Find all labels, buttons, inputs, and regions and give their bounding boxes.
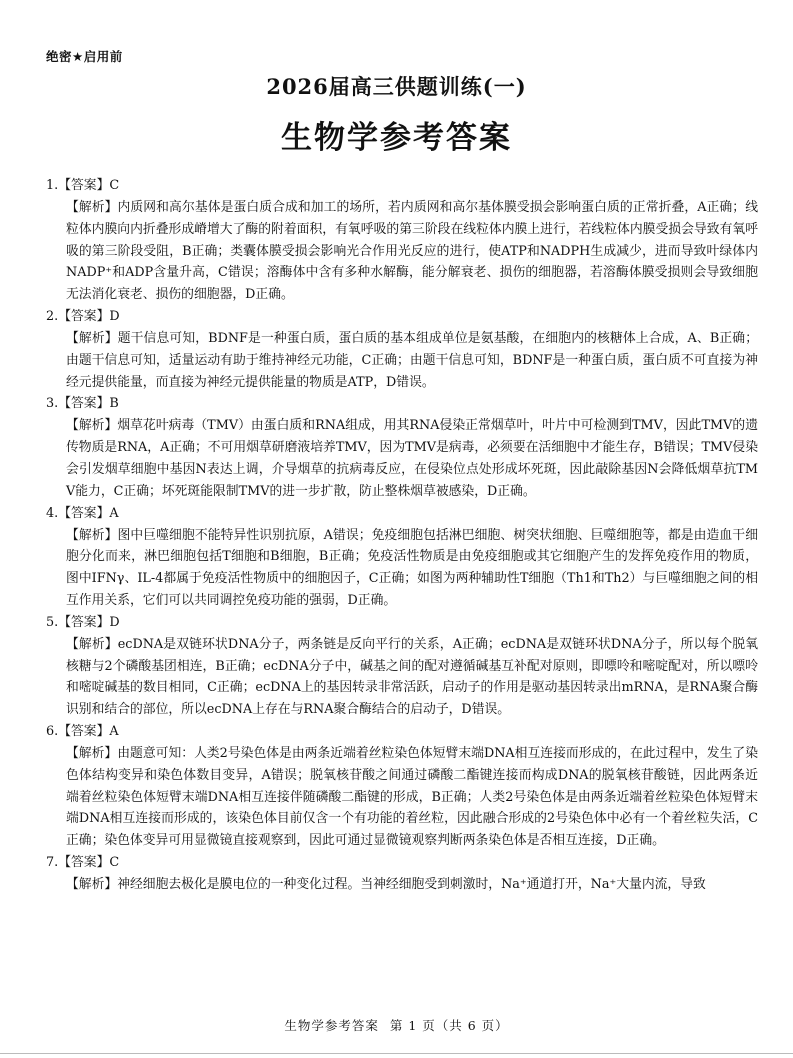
footer-subject: 生物学参考答案: [284, 1018, 379, 1033]
question-7: [46, 852, 758, 896]
question-6: [46, 721, 758, 852]
answer-line: 2.【答案】D: [46, 308, 120, 324]
explanation: 【解析】由题意可知：人类2号染色体是由两条近端着丝粒染色体短臂末端DNA相互连接而形成的，在此过程中，发生了染色体结构变异和染色体数目变异，A错误；脱氧核苷酸之间通过磷酸二酯键连接而构成DNA的脱氧核苷酸链，因此两条近端着丝粒染色体短臂末端DNA相互连接伴随磷酸二酯键的形成，B正确；人类2号染色体是由两条近端着丝粒染色体短臂末端DNA相互连接而形成的，该染色体目前仅含一个有功能的着丝粒，因此融合形成的2号染色体中必有一个着丝粒失活，C正确；染色体变异可用显微镜直接观察到，因此可通过显微镜观察判断两条染色体是否相互连接，D正确。: [66, 745, 758, 849]
explanation: 【解析】内质网和高尔基体是蛋白质合成和加工的场所，若内质网和高尔基体膜受损会影响蛋白质的正常折叠，A正确；线粒体内膜向内折叠形成嵴增大了酶的附着面积，有氧呼吸的第三阶段在线粒体内膜上进行，若线粒体内膜受损会导致有氧呼吸的第三阶段受阻，B正确；类囊体膜受损会影响光合作用光反应的进行，使ATP和NADPH生成减少，进而导致叶绿体内NADP⁺和ADP含量升高，C错误；溶酶体中含有多种水解酶，能分解衰老、损伤的细胞器，若溶酶体膜受损则会导致细胞无法消化衰老、损伤的细胞器，D正确。: [66, 200, 758, 303]
answer-line: 3.【答案】B: [46, 396, 119, 412]
explanation: 【解析】ecDNA是双链环状DNA分子，两条链是反向平行的关系，A正确；ecDNA是双链环状DNA分子，所以每个脱氧核糖与2个磷酸基团相连，B正确；ecDNA分子中，碱基之间的配对遵循碱基互补配对原则，即嘌呤和嘧啶配对，所以嘌呤和嘧啶碱基的数目相同，C正确；ecDNA上的基因转录非常活跃，启动子的作用是驱动基因转录出mRNA，是RNA聚合酶识别和结合的部位，所以ecDNA上存在与RNA聚合酶结合的启动子，D错误。: [66, 636, 758, 718]
page-bottom-divider: [0, 1053, 793, 1054]
answer-line: 1.【答案】C: [46, 178, 120, 193]
explanation: 【解析】烟草花叶病毒（TMV）由蛋白质和RNA组成，用其RNA侵染正常烟草叶，叶片中可检测到TMV，因此TMV的遗传物质是RNA，A正确；不可用烟草研磨液培养TMV，因为TMV是病毒，必须要在活细胞中才能生存，B错误；TMV侵染会引发烟草细胞中基因N表达上调，介导烟草的抗病毒反应，在侵染位点处形成坏死斑，因此敲除基因N会降低烟草抗TMV能力，C正确；坏死斑能限制TMV的进一步扩散，防止整株烟草被感染，D正确。: [66, 418, 758, 499]
question-1: [46, 175, 758, 306]
answer-line: 7.【答案】C: [46, 854, 120, 870]
answer-line: 4.【答案】A: [46, 505, 119, 521]
page-number: 第 1 页（共 6 页）: [389, 1018, 509, 1033]
question-2: [46, 306, 758, 393]
explanation: 【解析】神经细胞去极化是膜电位的一种变化过程。当神经细胞受到刺激时，Na⁺通道打开，Na⁺大量内流，导致: [66, 876, 706, 892]
explanation: 【解析】题干信息可知，BDNF是一种蛋白质，蛋白质的基本组成单位是氨基酸，在细胞内的核糖体上合成，A、B正确；由题干信息可知，适量运动有助于维持神经元功能，C正确；由题干信息可知，BDNF是一种蛋白质，蛋白质不可直接为神经元提供能量，而直接为神经元提供能量的物质是ATP，D错误。: [66, 330, 758, 390]
confidential-label: 绝密★启用前: [46, 49, 123, 64]
answer-list: [46, 175, 758, 896]
answer-line: 5.【答案】D: [46, 614, 120, 630]
answer-key-title: 生物学参考答案: [281, 120, 512, 156]
answer-line: 6.【答案】A: [46, 723, 119, 739]
question-5: [46, 612, 758, 721]
exam-title: 2026届高三供题训练(一): [266, 74, 527, 99]
question-4: [46, 503, 758, 612]
question-3: [46, 393, 758, 502]
page-footer: [0, 1016, 793, 1034]
explanation: 【解析】图中巨噬细胞不能特异性识别抗原，A错误；免疫细胞包括淋巴细胞、树突状细胞、巨噬细胞等，都是由造血干细胞分化而来，淋巴细胞包括T细胞和B细胞，B正确；免疫活性物质是由免疫细胞或其它细胞产生的发挥免疫作用的物质，图中IFNγ、IL-4都属于免疫活性物质中的细胞因子，C正确；如图为两种辅助性T细胞（Th1和Th2）与巨噬细胞之间的相互作用关系，它们可以共同调控免疫功能的强弱，D正确。: [66, 527, 758, 608]
